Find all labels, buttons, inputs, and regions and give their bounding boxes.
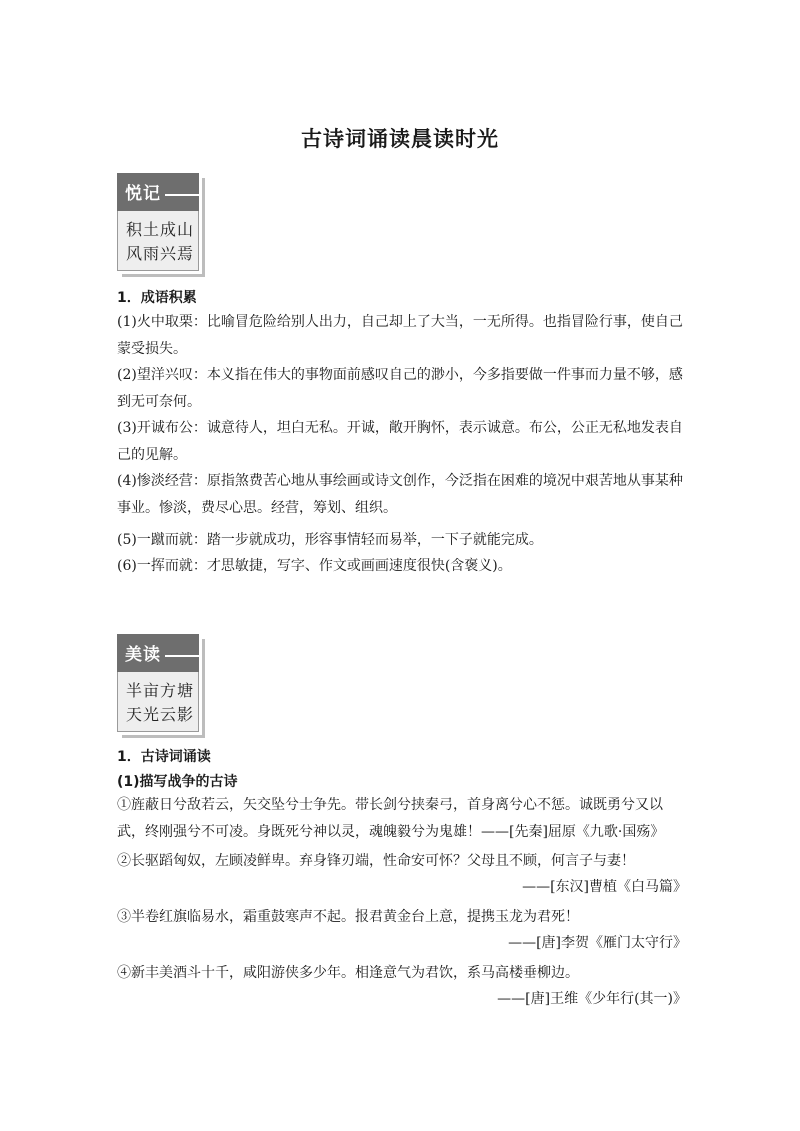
- badge-header-label: 悦记: [125, 184, 161, 204]
- badge-line-1: 积土成山: [126, 220, 195, 239]
- section-heading-idioms: 1．成语积累: [117, 290, 197, 306]
- badge-header: [117, 173, 199, 211]
- section-heading-poetry: 1．古诗词诵读: [117, 749, 211, 765]
- badge-line-1: 半亩方塘: [126, 681, 195, 700]
- badge-body: [117, 211, 199, 271]
- idiom-item: (1)火中取栗：比喻冒危险给别人出力，自己却上了大当，一无所得。也指冒险行事，使自己蒙受损失。: [117, 314, 683, 357]
- idiom-item: (4)惨淡经营：原指煞费苦心地从事绘画或诗文创作，今泛指在困难的境况中艰苦地从事某种事业。惨淡，费尽心思。经营，筹划、组织。: [117, 473, 683, 516]
- idiom-item: (2)望洋兴叹：本义指在伟大的事物面前感叹自己的渺小，今多指要做一件事而力量不够，感到无可奈何。: [117, 367, 683, 410]
- badge-line-2: 天光云影: [126, 705, 195, 724]
- page-title: 古诗词诵读晨读时光: [301, 127, 499, 151]
- idiom-item: (6)一挥而就：才思敏捷，写字、作文或画画速度很快(含褒义)。: [117, 558, 512, 574]
- badge-header-label: 美读: [125, 645, 161, 665]
- badge-header-rule: [165, 194, 199, 196]
- idiom-item: (5)一蹴而就：踏一步就成功，形容事情轻而易举，一下子就能完成。: [117, 532, 543, 548]
- badge-line-2: 风雨兴焉: [126, 244, 195, 263]
- poem-item: ①旌蔽日兮敌若云，矢交坠兮士争先。带长剑兮挟秦弓，首身离兮心不惩。诚既勇兮又以武，终刚强兮不可凌。身既死兮神以灵，魂魄毅兮为鬼雄！——[先秦]屈原《九歌·国殇》: [117, 797, 665, 840]
- poem-item: ④新丰美酒斗十千，咸阳游侠多少年。相逢意气为君饮，系马高楼垂柳边。: [117, 965, 579, 981]
- idiom-item: (3)开诚布公：诚意待人，坦白无私。开诚，敞开胸怀，表示诚意。布公，公正无私地发表自己的见解。: [117, 420, 683, 463]
- poem-item: ③半卷红旗临易水，霜重鼓寒声不起。报君黄金台上意，提携玉龙为君死！: [117, 909, 579, 925]
- badge-header: [117, 634, 199, 672]
- poem-source: ——[唐]李贺《雁门太守行》: [508, 935, 687, 951]
- poem-source: ——[东汉]曹植《白马篇》: [522, 879, 687, 895]
- badge-body: [117, 672, 199, 732]
- subheading-war-poems: (1)描写战争的古诗: [117, 774, 238, 790]
- badge-header-rule: [165, 655, 199, 657]
- poem-item: ②长驱蹈匈奴，左顾凌鲜卑。弃身锋刃端，性命安可怀？父母且不顾，何言子与妻！: [117, 853, 635, 869]
- poem-source: ——[唐]王维《少年行(其一)》: [497, 991, 687, 1007]
